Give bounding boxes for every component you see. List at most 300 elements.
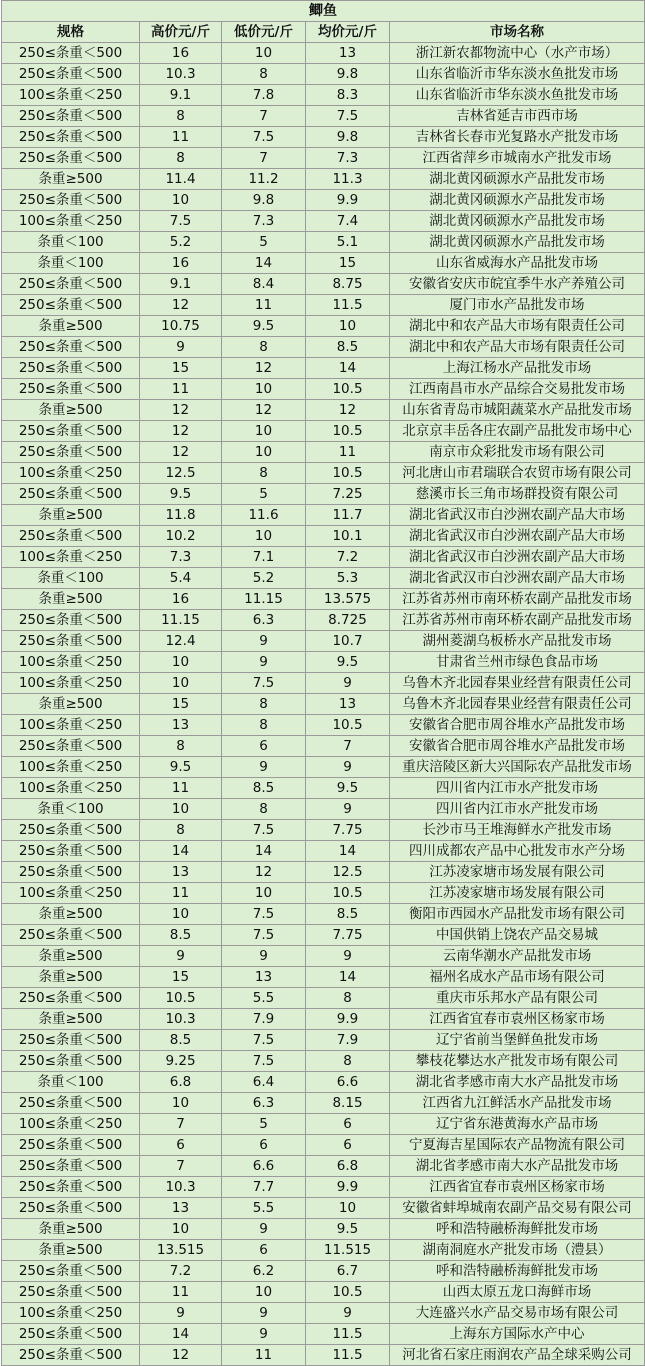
cell-high-price: 8: [140, 106, 222, 127]
table-row: [2, 400, 645, 421]
cell-high-price: 13: [140, 715, 222, 736]
cell-spec: 条重≥500: [2, 316, 140, 337]
cell-high-price: 10: [140, 1093, 222, 1114]
cell-avg-price: 15: [306, 253, 390, 274]
cell-spec: 250≤条重＜500: [2, 631, 140, 652]
table-row: [2, 1324, 645, 1345]
cell-high-price: 14: [140, 1324, 222, 1345]
table-row: [2, 127, 645, 148]
table-row: [2, 778, 645, 799]
cell-market-name: 江苏凌家塘市场发展有限公司: [390, 883, 645, 904]
cell-low-price: 7.5: [222, 1051, 306, 1072]
table-row: [2, 169, 645, 190]
cell-low-price: 7.1: [222, 547, 306, 568]
cell-avg-price: 5.3: [306, 568, 390, 589]
cell-high-price: 12: [140, 421, 222, 442]
cell-spec: 条重≥500: [2, 904, 140, 925]
table-row: [2, 673, 645, 694]
cell-low-price: 6.3: [222, 610, 306, 631]
cell-high-price: 7: [140, 1156, 222, 1177]
cell-avg-price: 10.5: [306, 463, 390, 484]
cell-avg-price: 7.25: [306, 484, 390, 505]
cell-market-name: 衡阳市西园水产品批发市场有限公司: [390, 904, 645, 925]
cell-high-price: 11: [140, 883, 222, 904]
cell-low-price: 8.5: [222, 778, 306, 799]
cell-high-price: 10.3: [140, 1177, 222, 1198]
cell-avg-price: 6.8: [306, 1156, 390, 1177]
table-row: [2, 1219, 645, 1240]
cell-low-price: 8: [222, 694, 306, 715]
table-row: [2, 1051, 645, 1072]
cell-avg-price: 9.5: [306, 1219, 390, 1240]
cell-avg-price: 12.5: [306, 862, 390, 883]
cell-market-name: 宁夏海吉星国际农产品物流有限公司: [390, 1135, 645, 1156]
cell-spec: 250≤条重＜500: [2, 862, 140, 883]
cell-low-price: 8: [222, 463, 306, 484]
header-row: [2, 22, 645, 43]
cell-avg-price: 9.8: [306, 127, 390, 148]
cell-high-price: 8: [140, 820, 222, 841]
table-row: [2, 1156, 645, 1177]
cell-high-price: 10: [140, 799, 222, 820]
cell-market-name: 攀枝花攀达水产批发市场有限公司: [390, 1051, 645, 1072]
table-row: [2, 505, 645, 526]
cell-market-name: 四川省内江市水产批发市场: [390, 799, 645, 820]
cell-high-price: 13: [140, 1198, 222, 1219]
cell-spec: 条重≥500: [2, 967, 140, 988]
table-row: [2, 484, 645, 505]
table-row: [2, 715, 645, 736]
cell-low-price: 11.6: [222, 505, 306, 526]
cell-avg-price: 8.15: [306, 1093, 390, 1114]
cell-avg-price: 9.5: [306, 778, 390, 799]
cell-avg-price: 8.725: [306, 610, 390, 631]
cell-avg-price: 11.3: [306, 169, 390, 190]
cell-low-price: 13: [222, 967, 306, 988]
cell-avg-price: 11.7: [306, 505, 390, 526]
cell-avg-price: 7.3: [306, 148, 390, 169]
cell-spec: 250≤条重＜500: [2, 358, 140, 379]
cell-market-name: 乌鲁木齐北园春果业经营有限责任公司: [390, 673, 645, 694]
table-row: [2, 85, 645, 106]
cell-high-price: 11: [140, 127, 222, 148]
table-row: [2, 631, 645, 652]
cell-market-name: 湖北省武汉市白沙洲农副产品大市场: [390, 547, 645, 568]
cell-spec: 250≤条重＜500: [2, 610, 140, 631]
cell-low-price: 9: [222, 1324, 306, 1345]
cell-low-price: 7: [222, 106, 306, 127]
cell-avg-price: 10.5: [306, 883, 390, 904]
cell-avg-price: 13: [306, 694, 390, 715]
cell-spec: 250≤条重＜500: [2, 442, 140, 463]
cell-high-price: 15: [140, 967, 222, 988]
table-row: [2, 253, 645, 274]
cell-low-price: 9.5: [222, 316, 306, 337]
cell-low-price: 7.5: [222, 127, 306, 148]
table-row: [2, 64, 645, 85]
table-row: [2, 148, 645, 169]
table-row: [2, 757, 645, 778]
cell-low-price: 6: [222, 1240, 306, 1261]
cell-avg-price: 12: [306, 400, 390, 421]
cell-spec: 100≤条重＜250: [2, 673, 140, 694]
cell-spec: 条重≥500: [2, 1240, 140, 1261]
table-row: [2, 1135, 645, 1156]
table-row: [2, 421, 645, 442]
cell-spec: 100≤条重＜250: [2, 883, 140, 904]
cell-market-name: 重庆涪陵区新大兴国际农产品批发市场: [390, 757, 645, 778]
cell-market-name: 厦门市水产品批发市场: [390, 295, 645, 316]
cell-high-price: 10: [140, 190, 222, 211]
cell-market-name: 山东省青岛市城阳蔬菜水产品批发市场: [390, 400, 645, 421]
cell-avg-price: 6.6: [306, 1072, 390, 1093]
cell-market-name: 安徽省蚌埠城南农副产品交易有限公司: [390, 1198, 645, 1219]
cell-low-price: 7: [222, 148, 306, 169]
cell-spec: 100≤条重＜250: [2, 715, 140, 736]
header-market-name: 市场名称: [390, 22, 645, 43]
cell-high-price: 9.1: [140, 85, 222, 106]
cell-avg-price: 9.9: [306, 1009, 390, 1030]
table-row: [2, 1009, 645, 1030]
cell-low-price: 8.4: [222, 274, 306, 295]
table-row: [2, 337, 645, 358]
cell-market-name: 河北省石家庄雨润农产品全球采购公司: [390, 1345, 645, 1366]
cell-avg-price: 10: [306, 1198, 390, 1219]
cell-avg-price: 9: [306, 1303, 390, 1324]
cell-spec: 100≤条重＜250: [2, 1303, 140, 1324]
cell-avg-price: 9: [306, 946, 390, 967]
cell-spec: 250≤条重＜500: [2, 1198, 140, 1219]
cell-high-price: 12: [140, 400, 222, 421]
table-row: [2, 1072, 645, 1093]
cell-spec: 100≤条重＜250: [2, 778, 140, 799]
cell-high-price: 8: [140, 148, 222, 169]
cell-market-name: 湖北黄冈硕源水产品批发市场: [390, 211, 645, 232]
cell-market-name: 江西省宜春市袁州区杨家市场: [390, 1177, 645, 1198]
cell-high-price: 12: [140, 442, 222, 463]
cell-high-price: 15: [140, 694, 222, 715]
cell-high-price: 7: [140, 1114, 222, 1135]
cell-market-name: 山东省临沂市华东淡水鱼批发市场: [390, 64, 645, 85]
table-row: [2, 568, 645, 589]
cell-low-price: 8: [222, 715, 306, 736]
cell-low-price: 6: [222, 1135, 306, 1156]
cell-low-price: 8: [222, 799, 306, 820]
cell-avg-price: 13: [306, 43, 390, 64]
table-row: [2, 211, 645, 232]
cell-high-price: 10.3: [140, 64, 222, 85]
cell-low-price: 11.15: [222, 589, 306, 610]
cell-market-name: 江西省九江鲜活水产品批发市场: [390, 1093, 645, 1114]
cell-spec: 250≤条重＜500: [2, 106, 140, 127]
cell-low-price: 5.2: [222, 568, 306, 589]
cell-spec: 100≤条重＜250: [2, 757, 140, 778]
cell-spec: 100≤条重＜250: [2, 463, 140, 484]
cell-market-name: 山西太原五龙口海鲜市场: [390, 1282, 645, 1303]
cell-avg-price: 5.1: [306, 232, 390, 253]
cell-avg-price: 6: [306, 1114, 390, 1135]
cell-market-name: 呼和浩特融桥海鲜批发市场: [390, 1219, 645, 1240]
cell-market-name: 上海东方国际水产中心: [390, 1324, 645, 1345]
cell-avg-price: 10.5: [306, 379, 390, 400]
cell-high-price: 10.75: [140, 316, 222, 337]
cell-market-name: 江苏省苏州市南环桥农副产品批发市场: [390, 610, 645, 631]
cell-low-price: 7.5: [222, 925, 306, 946]
cell-high-price: 8: [140, 736, 222, 757]
table-row: [2, 190, 645, 211]
price-table: [1, 0, 645, 1366]
header-low-price: 低价元/斤: [222, 22, 306, 43]
cell-avg-price: 7.75: [306, 820, 390, 841]
cell-high-price: 10.5: [140, 988, 222, 1009]
table-row: [2, 799, 645, 820]
cell-high-price: 12.4: [140, 631, 222, 652]
cell-low-price: 7.3: [222, 211, 306, 232]
cell-low-price: 10: [222, 1282, 306, 1303]
cell-avg-price: 11.515: [306, 1240, 390, 1261]
table-row: [2, 610, 645, 631]
cell-high-price: 10: [140, 673, 222, 694]
cell-spec: 条重≥500: [2, 589, 140, 610]
cell-low-price: 9: [222, 946, 306, 967]
cell-high-price: 11.8: [140, 505, 222, 526]
cell-spec: 250≤条重＜500: [2, 1030, 140, 1051]
table-row: [2, 1345, 645, 1366]
table-row: [2, 358, 645, 379]
table-row: [2, 1114, 645, 1135]
table-row: [2, 988, 645, 1009]
table-row: [2, 1198, 645, 1219]
cell-low-price: 9: [222, 631, 306, 652]
cell-low-price: 12: [222, 862, 306, 883]
cell-spec: 250≤条重＜500: [2, 1282, 140, 1303]
cell-high-price: 11: [140, 778, 222, 799]
cell-high-price: 11.4: [140, 169, 222, 190]
cell-high-price: 16: [140, 253, 222, 274]
cell-avg-price: 14: [306, 967, 390, 988]
cell-spec: 250≤条重＜500: [2, 925, 140, 946]
cell-market-name: 重庆市乐邦水产品有限公司: [390, 988, 645, 1009]
table-row: [2, 904, 645, 925]
cell-spec: 250≤条重＜500: [2, 988, 140, 1009]
cell-avg-price: 8: [306, 988, 390, 1009]
cell-market-name: 吉林省延吉市西市场: [390, 106, 645, 127]
cell-avg-price: 6: [306, 1135, 390, 1156]
cell-avg-price: 13.575: [306, 589, 390, 610]
cell-spec: 250≤条重＜500: [2, 526, 140, 547]
cell-market-name: 安徽省合肥市周谷堆水产品批发市场: [390, 736, 645, 757]
cell-low-price: 10: [222, 526, 306, 547]
cell-high-price: 9.25: [140, 1051, 222, 1072]
cell-market-name: 江苏省苏州市南环桥农副产品批发市场: [390, 589, 645, 610]
cell-low-price: 6: [222, 736, 306, 757]
cell-market-name: 河北唐山市君瑞联合农贸市场有限公司: [390, 463, 645, 484]
cell-spec: 250≤条重＜500: [2, 1324, 140, 1345]
cell-high-price: 11.15: [140, 610, 222, 631]
cell-spec: 100≤条重＜250: [2, 652, 140, 673]
table-title: 鲫鱼: [2, 1, 645, 22]
cell-low-price: 7.5: [222, 904, 306, 925]
cell-spec: 100≤条重＜250: [2, 85, 140, 106]
cell-market-name: 湖北省武汉市白沙洲农副产品大市场: [390, 568, 645, 589]
cell-spec: 条重＜100: [2, 568, 140, 589]
cell-spec: 条重≥500: [2, 946, 140, 967]
table-row: [2, 274, 645, 295]
table-row: [2, 1282, 645, 1303]
cell-market-name: 辽宁省东港黄海水产品市场: [390, 1114, 645, 1135]
cell-high-price: 14: [140, 841, 222, 862]
cell-spec: 250≤条重＜500: [2, 1177, 140, 1198]
cell-low-price: 10: [222, 883, 306, 904]
cell-low-price: 7.8: [222, 85, 306, 106]
cell-spec: 250≤条重＜500: [2, 127, 140, 148]
cell-spec: 250≤条重＜500: [2, 274, 140, 295]
cell-spec: 250≤条重＜500: [2, 1135, 140, 1156]
cell-low-price: 12: [222, 358, 306, 379]
cell-high-price: 9: [140, 946, 222, 967]
cell-avg-price: 8.75: [306, 274, 390, 295]
header-avg-price: 均价元/斤: [306, 22, 390, 43]
cell-avg-price: 7: [306, 736, 390, 757]
table-row: [2, 862, 645, 883]
cell-market-name: 安徽省合肥市周谷堆水产品批发市场: [390, 715, 645, 736]
cell-market-name: 乌鲁木齐北园春果业经营有限责任公司: [390, 694, 645, 715]
cell-spec: 250≤条重＜500: [2, 148, 140, 169]
cell-market-name: 辽宁省前当堡鲜鱼批发市场: [390, 1030, 645, 1051]
cell-spec: 250≤条重＜500: [2, 484, 140, 505]
cell-spec: 250≤条重＜500: [2, 379, 140, 400]
cell-spec: 250≤条重＜500: [2, 820, 140, 841]
cell-market-name: 湖北黄冈硕源水产品批发市场: [390, 169, 645, 190]
cell-market-name: 上海江杨水产品批发市场: [390, 358, 645, 379]
cell-market-name: 湖北黄冈硕源水产品批发市场: [390, 232, 645, 253]
cell-spec: 250≤条重＜500: [2, 841, 140, 862]
cell-avg-price: 9.9: [306, 1177, 390, 1198]
cell-market-name: 湖北黄冈硕源水产品批发市场: [390, 190, 645, 211]
cell-spec: 条重≥500: [2, 400, 140, 421]
table-row: [2, 841, 645, 862]
cell-high-price: 12.5: [140, 463, 222, 484]
cell-low-price: 9: [222, 652, 306, 673]
cell-spec: 条重≥500: [2, 505, 140, 526]
cell-avg-price: 9.9: [306, 190, 390, 211]
cell-spec: 250≤条重＜500: [2, 190, 140, 211]
cell-low-price: 11: [222, 1345, 306, 1366]
cell-spec: 250≤条重＜500: [2, 64, 140, 85]
cell-market-name: 慈溪市长三角市场群投资有限公司: [390, 484, 645, 505]
table-row: [2, 106, 645, 127]
cell-low-price: 10: [222, 379, 306, 400]
cell-spec: 250≤条重＜500: [2, 1345, 140, 1366]
cell-high-price: 11: [140, 379, 222, 400]
cell-spec: 条重＜100: [2, 799, 140, 820]
table-row: [2, 820, 645, 841]
table-row: [2, 694, 645, 715]
cell-avg-price: 7.75: [306, 925, 390, 946]
cell-spec: 条重≥500: [2, 1009, 140, 1030]
cell-avg-price: 9.5: [306, 652, 390, 673]
cell-high-price: 8.5: [140, 925, 222, 946]
cell-avg-price: 11: [306, 442, 390, 463]
cell-high-price: 16: [140, 589, 222, 610]
table-row: [2, 925, 645, 946]
cell-market-name: 中国供销上饶农产品交易城: [390, 925, 645, 946]
cell-spec: 250≤条重＜500: [2, 736, 140, 757]
cell-spec: 250≤条重＜500: [2, 1093, 140, 1114]
cell-high-price: 12: [140, 1345, 222, 1366]
cell-low-price: 8: [222, 337, 306, 358]
cell-low-price: 7.5: [222, 1030, 306, 1051]
table-row: [2, 1093, 645, 1114]
cell-low-price: 9.8: [222, 190, 306, 211]
table-row: [2, 547, 645, 568]
cell-market-name: 北京京丰岳各庄农副产品批发市场中心: [390, 421, 645, 442]
cell-spec: 250≤条重＜500: [2, 295, 140, 316]
cell-low-price: 14: [222, 253, 306, 274]
cell-market-name: 湖北中和农产品大市场有限责任公司: [390, 316, 645, 337]
cell-low-price: 11.2: [222, 169, 306, 190]
cell-avg-price: 11.5: [306, 1345, 390, 1366]
table-row: [2, 43, 645, 64]
cell-spec: 250≤条重＜500: [2, 421, 140, 442]
cell-spec: 条重≥500: [2, 169, 140, 190]
cell-market-name: 江西省宜春市袁州区杨家市场: [390, 1009, 645, 1030]
table-row: [2, 232, 645, 253]
cell-market-name: 南京市众彩批发市场有限公司: [390, 442, 645, 463]
cell-high-price: 12: [140, 295, 222, 316]
cell-avg-price: 10.7: [306, 631, 390, 652]
table-row: [2, 1261, 645, 1282]
cell-market-name: 安徽省安庆市皖宜季牛水产养殖公司: [390, 274, 645, 295]
cell-avg-price: 6.7: [306, 1261, 390, 1282]
table-row: [2, 736, 645, 757]
cell-avg-price: 10.5: [306, 715, 390, 736]
cell-high-price: 15: [140, 358, 222, 379]
cell-high-price: 7.5: [140, 211, 222, 232]
cell-avg-price: 8.5: [306, 904, 390, 925]
table-row: [2, 316, 645, 337]
cell-low-price: 11: [222, 295, 306, 316]
cell-high-price: 10: [140, 904, 222, 925]
cell-high-price: 5.4: [140, 568, 222, 589]
cell-market-name: 湖北省孝感市南大水产品批发市场: [390, 1156, 645, 1177]
table-row: [2, 589, 645, 610]
cell-low-price: 5.5: [222, 988, 306, 1009]
cell-spec: 条重＜100: [2, 1072, 140, 1093]
cell-market-name: 山东省威海水产品批发市场: [390, 253, 645, 274]
cell-low-price: 5: [222, 484, 306, 505]
table-row: [2, 652, 645, 673]
cell-high-price: 13.515: [140, 1240, 222, 1261]
cell-market-name: 江苏凌家塘市场发展有限公司: [390, 862, 645, 883]
cell-market-name: 浙江新农都物流中心（水产市场）: [390, 43, 645, 64]
cell-high-price: 10: [140, 1219, 222, 1240]
cell-low-price: 5: [222, 232, 306, 253]
cell-high-price: 10.3: [140, 1009, 222, 1030]
cell-avg-price: 7.2: [306, 547, 390, 568]
cell-avg-price: 10.1: [306, 526, 390, 547]
cell-low-price: 12: [222, 400, 306, 421]
cell-market-name: 湖北省武汉市白沙洲农副产品大市场: [390, 505, 645, 526]
cell-high-price: 10.2: [140, 526, 222, 547]
cell-avg-price: 10: [306, 316, 390, 337]
table-row: [2, 526, 645, 547]
cell-market-name: 云南华潮水产品批发市场: [390, 946, 645, 967]
cell-high-price: 9: [140, 1303, 222, 1324]
cell-high-price: 13: [140, 862, 222, 883]
cell-low-price: 7.7: [222, 1177, 306, 1198]
cell-low-price: 5: [222, 1114, 306, 1135]
